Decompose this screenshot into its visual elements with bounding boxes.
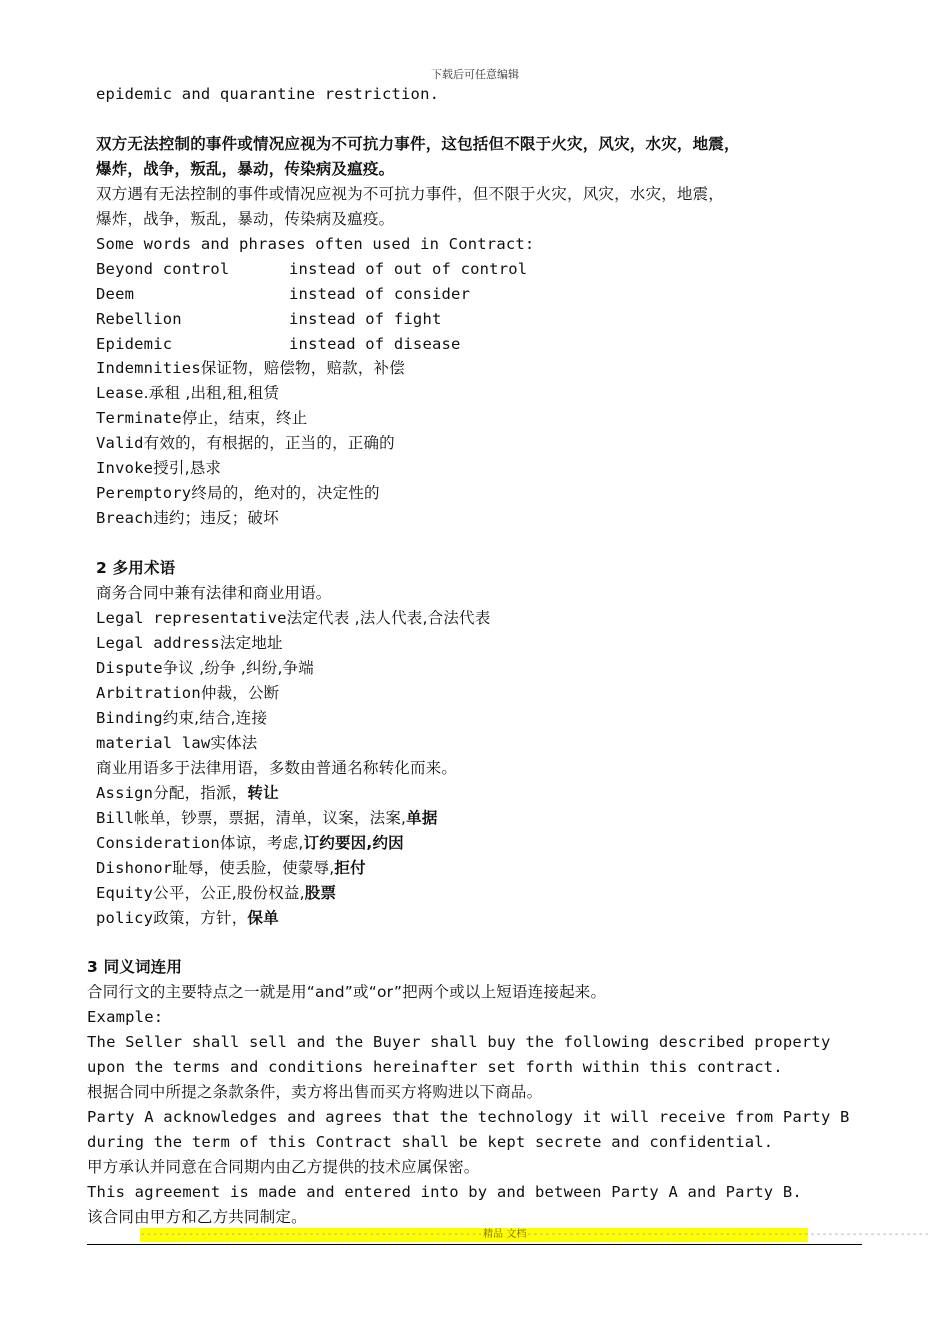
section-3-title: 3 同义词连用 xyxy=(87,958,183,976)
vocab-term: Dishonor xyxy=(96,859,173,877)
vocab-row xyxy=(96,856,366,881)
vocab-row xyxy=(96,456,221,481)
footer-band xyxy=(140,1228,930,1242)
word-pair-term: Beyond control xyxy=(96,260,230,278)
word-pair-alt: instead of consider xyxy=(289,285,471,303)
vocab-term: Terminate xyxy=(96,409,182,427)
vocab-row xyxy=(96,606,490,631)
vocab-row xyxy=(96,631,283,656)
example-line: The Seller shall sell and the Buyer shall buy the following described property xyxy=(87,1033,831,1051)
vocab-row xyxy=(96,781,279,806)
bold-clause-line-1: 双方无法控制的事件或情况应视为不可抗力事件，这包括但不限于火灾，风灾，水灾，地震， xyxy=(96,135,740,153)
example-line: This agreement is made and entered into by and between Party A and Party B. xyxy=(87,1183,802,1201)
vocab-row xyxy=(96,831,404,856)
bold-clause-line-2: 爆炸，战争，叛乱，暴动，传染病及瘟疫。 xyxy=(96,160,395,178)
vocab-term: Invoke xyxy=(96,459,154,477)
vocab-term: Valid xyxy=(96,434,144,452)
vocab-row xyxy=(96,681,279,706)
word-pair-alt: instead of out of control xyxy=(289,260,528,278)
vocab-row xyxy=(96,356,405,381)
example-label: Example: xyxy=(87,1008,164,1026)
vocab-term: Legal address xyxy=(96,634,220,652)
footer-label: 精品 文档 xyxy=(483,1229,527,1240)
vocab-row xyxy=(96,406,307,431)
clause-line-1: 双方遇有无法控制的事件或情况应视为不可抗力事件，但不限于火灾，风灾，水灾，地震， xyxy=(96,185,725,203)
words-intro: Some words and phrases often used in Contract: xyxy=(96,235,535,253)
vocab-term: Arbitration xyxy=(96,684,201,702)
vocab-meaning: 约束,结合,连接 xyxy=(162,709,268,727)
footer-rule xyxy=(87,1244,862,1245)
vocab-meaning: 法定地址 xyxy=(219,634,283,652)
vocab-meaning-highlight: 单据 xyxy=(406,809,438,827)
word-pair-row xyxy=(96,307,442,332)
word-pair-term: Rebellion xyxy=(96,310,182,328)
footer-dashes-right: ------------------------------------------------------------------- xyxy=(526,1229,930,1240)
vocab-meaning: 帐单，钞票，票据，清单，议案，法案, xyxy=(134,809,407,827)
vocab-row xyxy=(96,731,258,756)
example-line: 根据合同中所提之条款条件，卖方将出售而买方将购进以下商品。 xyxy=(87,1083,543,1101)
vocab-meaning: .承租 ,出租,租,租赁 xyxy=(143,384,280,402)
vocab-term: Dispute xyxy=(96,659,163,677)
vocab-term: Indemnities xyxy=(96,359,201,377)
vocab-meaning: 法定代表 ,法人代表,合法代表 xyxy=(286,609,491,627)
section-2-note: 商业用语多于法律用语，多数由普通名称转化而来。 xyxy=(96,759,458,777)
vocab-meaning: 分配，指派， xyxy=(153,784,248,802)
vocab-row xyxy=(96,481,380,506)
vocab-meaning-highlight: 股票 xyxy=(304,884,337,902)
example-line: upon the terms and conditions hereinafter set forth within this contract. xyxy=(87,1058,783,1076)
vocab-meaning: 耻辱，使丢脸，使蒙辱, xyxy=(172,859,335,877)
vocab-term: Binding xyxy=(96,709,163,727)
vocab-term: Legal representative xyxy=(96,609,287,627)
vocab-meaning: 有效的，有根据的，正当的，正确的 xyxy=(143,434,395,452)
vocab-row xyxy=(96,881,336,906)
vocab-meaning-highlight: 订约要因,约因 xyxy=(303,834,404,852)
intro-tail: epidemic and quarantine restriction. xyxy=(96,85,440,103)
vocab-meaning: 保证物，赔偿物，赔款，补偿 xyxy=(200,359,405,377)
vocab-row xyxy=(96,506,279,531)
vocab-row xyxy=(96,431,395,456)
vocab-term: policy xyxy=(96,909,154,927)
section-2-intro: 商务合同中兼有法律和商业用语。 xyxy=(96,584,332,602)
vocab-term: material law xyxy=(96,734,211,752)
vocab-meaning: 实体法 xyxy=(210,734,258,752)
vocab-term: Lease xyxy=(96,384,144,402)
vocab-meaning: 授引,恳求 xyxy=(153,459,222,477)
vocab-row xyxy=(96,381,279,406)
example-line: 该合同由甲方和乙方共同制定。 xyxy=(87,1208,307,1226)
word-pair-term: Epidemic xyxy=(96,335,173,353)
vocab-row xyxy=(96,906,279,931)
word-pair-row xyxy=(96,282,470,307)
footer-dashes-left: --------------------------------------------------------- xyxy=(140,1229,484,1240)
word-pair-term: Deem xyxy=(96,285,135,303)
vocab-meaning-highlight: 转让 xyxy=(247,784,279,802)
vocab-row xyxy=(96,706,267,731)
vocab-row xyxy=(96,806,438,831)
vocab-meaning: 终局的，绝对的，决定性的 xyxy=(191,484,380,502)
vocab-term: Assign xyxy=(96,784,154,802)
vocab-term: Bill xyxy=(96,809,135,827)
word-pair-row xyxy=(96,332,461,357)
vocab-row xyxy=(96,656,314,681)
vocab-term: Consideration xyxy=(96,834,220,852)
word-pair-row xyxy=(96,257,527,282)
word-pair-alt: instead of disease xyxy=(289,335,461,353)
page-header: 下载后可任意编辑 xyxy=(431,68,519,81)
vocab-meaning: 体谅，考虑, xyxy=(219,834,304,852)
vocab-meaning: 停止，结束，终止 xyxy=(181,409,308,427)
vocab-meaning: 违约；违反；破坏 xyxy=(153,509,279,527)
section-3-intro: 合同行文的主要特点之一就是用“and”或“or”把两个或以上短语连接起来。 xyxy=(87,983,607,1001)
vocab-meaning-highlight: 保单 xyxy=(247,909,279,927)
vocab-meaning: 政策，方针， xyxy=(153,909,248,927)
word-pair-alt: instead of fight xyxy=(289,310,442,328)
example-line: Party A acknowledges and agrees that the technology it will receive from Party B xyxy=(87,1108,850,1126)
vocab-term: Peremptory xyxy=(96,484,192,502)
vocab-meaning: 争议 ,纷争 ,纠纷,争端 xyxy=(162,659,314,677)
example-line: during the term of this Contract shall be kept secrete and confidential. xyxy=(87,1133,774,1151)
vocab-term: Equity xyxy=(96,884,154,902)
vocab-meaning-highlight: 拒付 xyxy=(334,859,366,877)
vocab-term: Breach xyxy=(96,509,154,527)
vocab-meaning: 仲裁，公断 xyxy=(200,684,280,702)
vocab-meaning: 公平，公正,股份权益, xyxy=(153,884,305,902)
section-2-title: 2 多用术语 xyxy=(96,559,176,577)
example-line: 甲方承认并同意在合同期内由乙方提供的技术应属保密。 xyxy=(87,1158,480,1176)
clause-line-2: 爆炸，战争，叛乱，暴动，传染病及瘟疫。 xyxy=(96,210,395,228)
